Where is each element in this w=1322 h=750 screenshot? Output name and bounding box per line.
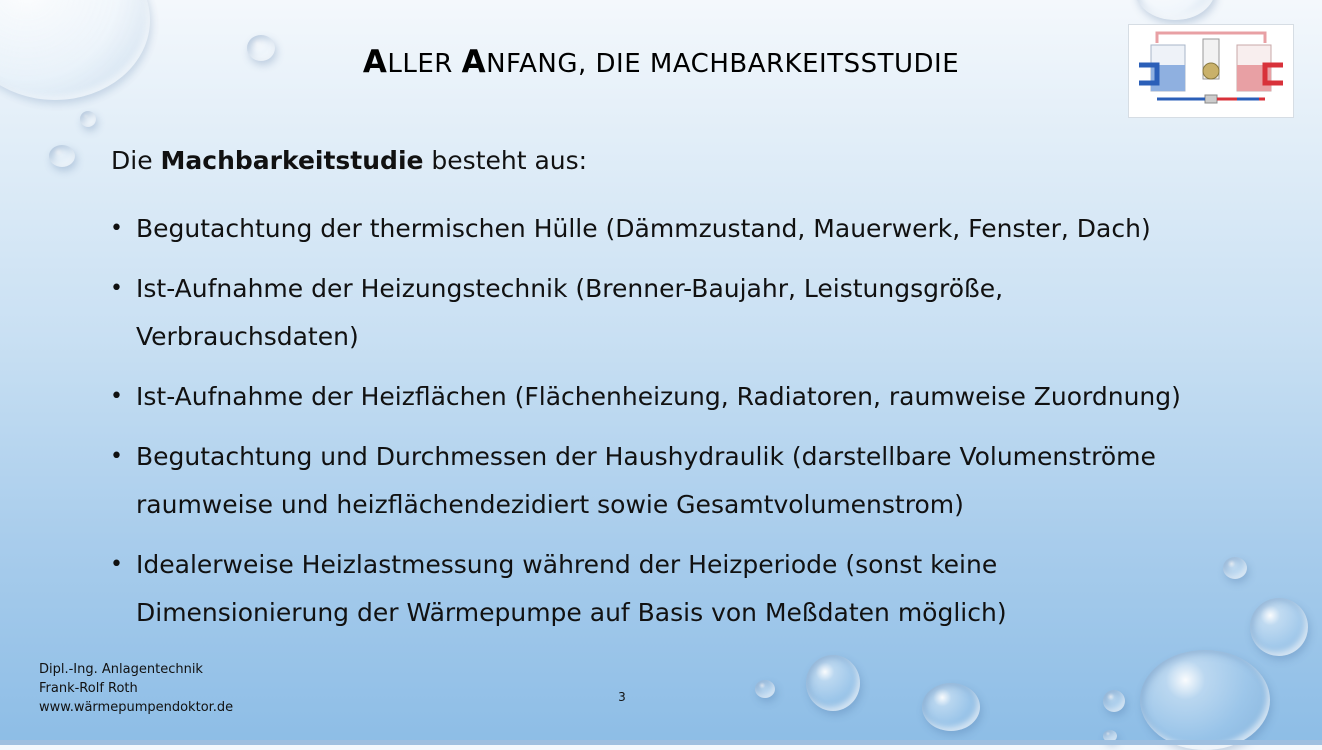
- footer-website: www.wärmepumpendoktor.de: [39, 700, 234, 715]
- intro-suffix: besteht aus:: [423, 146, 588, 175]
- water-bubble-decoration: [80, 111, 96, 127]
- title-text-2: NFANG, DIE MACHBARKEITSSTUDIE: [486, 49, 960, 79]
- water-bubble-decoration: [755, 680, 775, 698]
- bullet-item: • Ist-Aufnahme der Heizungstechnik (Brenner-Baujahr, Leistungsgröße, Verbrauchsdaten): [110, 265, 1066, 361]
- heat-pump-diagram-image: [1128, 24, 1294, 118]
- bottom-edge-strip: [0, 740, 1322, 745]
- footer-author-block: [39, 660, 233, 717]
- bullet-item: • Begutachtung und Durchmessen der Haushydraulik (darstellbare Volumenströme raumweise und heizflächendezidiert sowie Gesamtvolumenstrom): [110, 433, 1211, 529]
- intro-text: [111, 146, 587, 175]
- title-text-1: LLER: [387, 49, 462, 79]
- bullet-item: • Begutachtung der thermischen Hülle (Dämmzustand, Mauerwerk, Fenster, Dach): [110, 205, 1290, 253]
- bullet-item: • Ist-Aufnahme der Heizflächen (Flächenheizung, Radiatoren, raumweise Zuordnung): [110, 373, 1290, 421]
- bullet-item: • Idealerweise Heizlastmessung während der Heizperiode (sonst keine Dimensionierung der Wärmepumpe auf Basis von Meßdaten möglich): [110, 541, 1076, 637]
- slide-title: [0, 44, 1322, 80]
- title-initial-1: A: [362, 44, 388, 80]
- bullet-list: [110, 205, 1290, 649]
- water-bubble-decoration: [49, 145, 75, 167]
- heat-pump-circuit-icon: [1129, 25, 1293, 117]
- water-bubble-decoration: [922, 683, 980, 731]
- water-bubble-decoration: [1103, 690, 1125, 712]
- footer-name: Frank-Rolf Roth: [39, 681, 138, 696]
- page-number: 3: [618, 690, 626, 704]
- water-bubble-decoration: [806, 655, 860, 711]
- title-initial-2: A: [461, 44, 487, 80]
- water-bubble-decoration: [1135, 0, 1215, 20]
- intro-prefix: Die: [111, 146, 161, 175]
- intro-bold-term: Machbarkeitstudie: [160, 146, 424, 175]
- water-bubble-decoration: [1140, 650, 1270, 750]
- footer-title: Dipl.-Ing. Anlagentechnik: [39, 662, 203, 677]
